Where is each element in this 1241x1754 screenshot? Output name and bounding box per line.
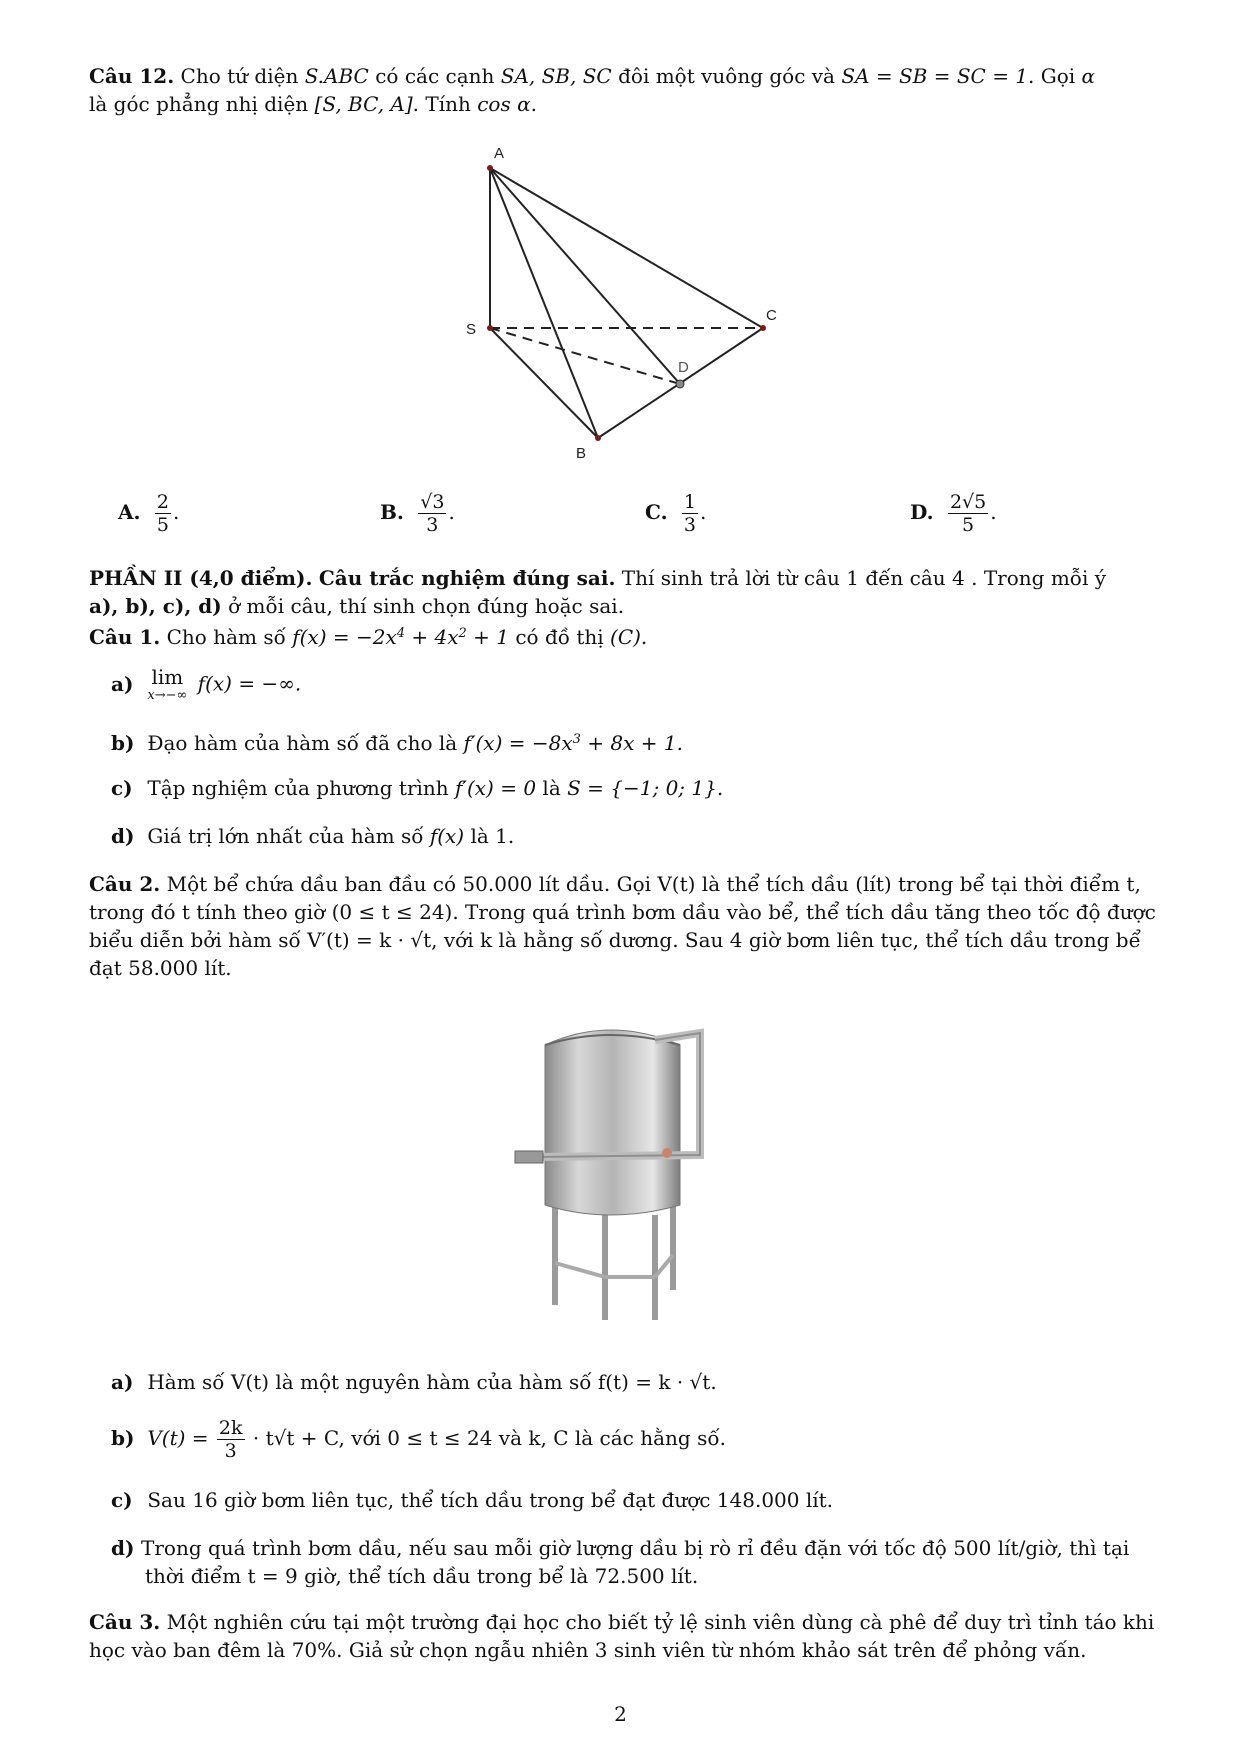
limit-value: f(x) = −∞. xyxy=(197,671,302,696)
item-math: f′(x) = 0 xyxy=(455,776,537,800)
q12-label: Câu 12. xyxy=(89,64,175,88)
q1-text: có đồ thị xyxy=(515,625,604,649)
point-D xyxy=(676,380,684,388)
label-D: D xyxy=(678,359,689,376)
item-text: là xyxy=(542,776,561,800)
answer-letter: A. xyxy=(118,500,141,524)
part-2-intro: ở mỗi câu, thí sinh chọn đúng hoặc sai. xyxy=(228,594,625,618)
answer-fraction xyxy=(155,492,171,535)
part-2-title: PHẦN II (4,0 điểm). xyxy=(89,566,313,590)
q12-alpha: α xyxy=(1081,64,1096,88)
numerator: 1 xyxy=(683,491,696,513)
q1-item-b xyxy=(111,726,1161,757)
q1-item-d xyxy=(111,822,1161,850)
answer-D: D. $\frac{2√5}{5}$ . xyxy=(910,491,997,536)
q1-graph: (C). xyxy=(610,625,648,649)
label-A: A xyxy=(494,145,505,162)
denominator: 3 xyxy=(426,514,439,536)
q1-exponent: 2 xyxy=(458,626,467,641)
q12-text: . Tính xyxy=(412,92,471,116)
q2-label: Câu 2. xyxy=(89,872,161,896)
numerator: √3 xyxy=(420,491,445,513)
edge-AC xyxy=(490,168,763,328)
item-math: f′(x) = −8x xyxy=(463,731,573,755)
tetrahedron-figure xyxy=(440,140,780,470)
q12-text: có các cạnh xyxy=(375,64,495,88)
item-text: Hàm số V(t) là một nguyên hàm của hàm số f(t) = k · √t. xyxy=(147,1370,717,1394)
numerator: 2k xyxy=(218,1417,243,1439)
q3-text: học vào ban đêm là 70%. Giả sử chọn ngẫu nhiên 3 sinh viên từ nhóm khảo sát trên để phỏng vấn. xyxy=(89,1638,1087,1662)
item-label: b) xyxy=(111,731,135,755)
q12-text: . Gọi xyxy=(1028,64,1076,88)
q2-item-c xyxy=(111,1486,1161,1514)
question-2 xyxy=(89,870,1159,982)
answer-letter: B. xyxy=(380,500,404,524)
item-exponent: 3 xyxy=(572,732,581,747)
item-label: a) xyxy=(111,671,134,696)
answer-letter: D. xyxy=(910,500,934,524)
q12-text: đôi một vuông góc và xyxy=(618,64,835,88)
answer-B: B. $\frac{√3}{3}$ . xyxy=(380,491,455,536)
denominator: 5 xyxy=(156,514,169,536)
question-3 xyxy=(89,1608,1159,1664)
item-label: d) xyxy=(111,1536,135,1560)
point-A xyxy=(487,165,493,171)
item-text: Trong quá trình bơm dầu, nếu sau mỗi giờ lượng dầu bị rò rỉ đều đặn với tốc độ 500 lít/giờ, thì tại xyxy=(141,1536,1130,1560)
q2-text: đạt 58.000 lít. xyxy=(89,956,232,980)
label-S: S xyxy=(466,321,477,338)
q12-text: Cho tứ diện xyxy=(180,64,299,88)
answer-C: C. $\frac{1}{3}$ . xyxy=(645,491,707,536)
q3-label: Câu 3. xyxy=(89,1610,161,1634)
denominator: 3 xyxy=(683,514,696,536)
q2-text: trong đó t tính theo giờ (0 ≤ t ≤ 24). Trong quá trình bơm dầu vào bể, thể tích dầu tăng theo tốc độ được xyxy=(89,900,1156,924)
q1-text: Cho hàm số xyxy=(166,625,286,649)
point-B xyxy=(595,435,601,441)
q12-tetrahedron: S.ABC xyxy=(304,64,369,88)
item-math: f(x) xyxy=(429,824,465,848)
q3-text: Một nghiên cứu tại một trường đại học cho biết tỷ lệ sinh viên dùng cà phê để duy trì tỉnh táo khi xyxy=(166,1610,1155,1634)
q1-function: + 4x xyxy=(405,625,459,649)
label-C: C xyxy=(766,307,777,324)
limit-subscript: x→−∞ xyxy=(147,688,188,703)
q2-item-b xyxy=(111,1418,1161,1461)
question-12 xyxy=(89,62,1159,118)
item-label: a) xyxy=(111,1370,134,1394)
q1-exponent: 4 xyxy=(396,626,406,641)
item-fraction xyxy=(217,1418,245,1461)
item-label: d) xyxy=(111,824,135,848)
item-math: + 8x + 1. xyxy=(580,731,683,755)
q2-item-d xyxy=(111,1534,1161,1590)
q12-cos: cos α xyxy=(477,92,531,116)
item-math: V(t) = xyxy=(147,1426,209,1450)
limit-operator xyxy=(147,666,187,704)
q1-function: f(x) = −2x xyxy=(292,625,397,649)
q1-item-c xyxy=(111,774,1161,802)
question-1 xyxy=(89,620,1159,651)
q1-item-a xyxy=(111,666,1161,704)
numerator: 2√5 xyxy=(949,491,987,513)
answer-letter: C. xyxy=(645,500,668,524)
oil-tank-image xyxy=(505,1015,725,1325)
answer-fraction xyxy=(418,492,446,535)
page-number: 2 xyxy=(614,1702,627,1726)
item-text: Tập nghiệm của phương trình xyxy=(147,776,449,800)
part-2-heading xyxy=(89,564,1159,620)
point-S xyxy=(487,325,493,331)
q2-item-a xyxy=(111,1368,1161,1396)
q12-edges: SA, SB, SC xyxy=(500,64,612,88)
q1-function: + 1 xyxy=(466,625,509,649)
point-C xyxy=(760,325,766,331)
item-label: c) xyxy=(111,1488,133,1512)
q12-text: . xyxy=(530,92,537,116)
item-text: là 1. xyxy=(470,824,515,848)
item-text: Sau 16 giờ bơm liên tục, thể tích dầu trong bể đạt được 148.000 lít. xyxy=(147,1488,834,1512)
q12-text: là góc phẳng nhị diện xyxy=(89,92,309,116)
q2-text: biểu diễn bởi hàm số V′(t) = k · √t, với k là hằng số dương. Sau 4 giờ bơm liên tục, thể tích dầu trong bể xyxy=(89,928,1141,952)
q12-dihedral: [S, BC, A] xyxy=(314,92,413,116)
answer-fraction xyxy=(948,492,988,535)
denominator: 5 xyxy=(962,514,975,536)
numerator: 2 xyxy=(156,491,169,513)
edge-AB xyxy=(490,168,598,438)
label-B: B xyxy=(576,445,587,462)
item-text: · t√t + C, với 0 ≤ t ≤ 24 và k, C là các hằng số. xyxy=(252,1426,726,1450)
item-math: S = {−1; 0; 1}. xyxy=(567,776,724,800)
item-text: thời điểm t = 9 giờ, thể tích dầu trong bể là 72.500 lít. xyxy=(145,1564,699,1588)
item-text: Đạo hàm của hàm số đã cho là xyxy=(147,731,458,755)
part-2-intro: Thí sinh trả lời từ câu 1 đến câu 4 . Trong mỗi ý xyxy=(621,566,1107,590)
part-2-options: a), b), c), d) xyxy=(89,594,222,618)
item-text: Giá trị lớn nhất của hàm số xyxy=(147,824,424,848)
answer-fraction xyxy=(682,492,698,535)
item-label: c) xyxy=(111,776,133,800)
denominator: 3 xyxy=(224,1440,237,1462)
q2-text: Một bể chứa dầu ban đầu có 50.000 lít dầu. Gọi V(t) là thể tích dầu (lít) trong bể tại thời điểm t, xyxy=(166,872,1141,896)
item-label: b) xyxy=(111,1426,135,1450)
part-2-subtitle: Câu trắc nghiệm đúng sai. xyxy=(318,566,616,590)
answer-A: A. $\frac{2}{5}$ . xyxy=(118,491,180,536)
edge-AD xyxy=(490,168,680,384)
q1-label: Câu 1. xyxy=(89,625,161,649)
q12-equality: SA = SB = SC = 1 xyxy=(841,64,1029,88)
limit-text: lim xyxy=(151,665,184,689)
